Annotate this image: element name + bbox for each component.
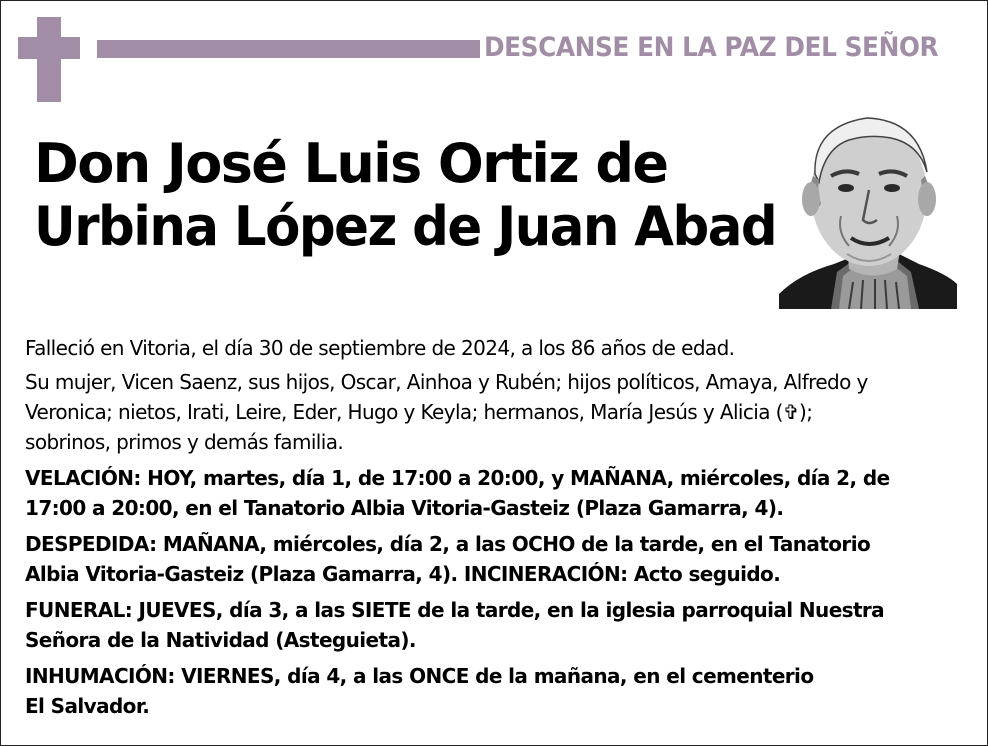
inhumacion-paragraph <box>25 661 960 721</box>
family-line-1: Su mujer, Vicen Saenz, sus hijos, Oscar, Ainhoa y Rubén; hijos políticos, Amaya, Alfredo y <box>25 370 868 394</box>
deceased-name <box>34 132 777 258</box>
velacion-line-2: 17:00 a 20:00, en el Tanatorio Albia Vitoria-Gasteiz (Plaza Gamarra, 4). <box>25 496 784 520</box>
despedida-line-2: Albia Vitoria-Gasteiz (Plaza Gamarra, 4). INCINERACIÓN: Acto seguido. <box>25 562 781 586</box>
funeral-line-2: Señora de la Natividad (Asteguieta). <box>25 628 416 652</box>
family-line-2 <box>25 397 960 427</box>
deceased-portrait-photo <box>779 104 957 309</box>
death-announcement <box>25 333 960 363</box>
header-title: DESCANSE EN LA PAZ DEL SEÑOR <box>484 32 939 63</box>
family-paragraph <box>25 367 960 457</box>
deceased-cross-icon: ✞ <box>782 400 800 424</box>
deceased-name-line-2: Urbina López de Juan Abad <box>34 195 777 258</box>
inhumacion-line-2: El Salvador. <box>25 694 150 718</box>
obituary-body <box>25 333 960 727</box>
velacion-line-1: VELACIÓN: HOY, martes, día 1, de 17:00 a 20:00, y MAÑANA, miércoles, día 2, de <box>25 466 890 490</box>
cross-icon-vertical <box>37 17 61 102</box>
funeral-line-1: FUNERAL: JUEVES, día 3, a las SIETE de la tarde, en la iglesia parroquial Nuestra <box>25 598 885 622</box>
death-text: Falleció en Vitoria, el día 30 de septiembre de 2024, a los 86 años de edad. <box>25 336 735 360</box>
portrait-illustration <box>779 104 957 309</box>
deceased-name-line-1: Don José Luis Ortiz de <box>34 132 668 195</box>
despedida-line-1: DESPEDIDA: MAÑANA, miércoles, día 2, a las OCHO de la tarde, en el Tanatorio <box>25 532 871 556</box>
funeral-paragraph <box>25 595 960 655</box>
despedida-paragraph <box>25 529 960 589</box>
velacion-paragraph <box>25 463 960 523</box>
cross-icon-horizontal <box>18 37 80 59</box>
family-line-3: sobrinos, primos y demás familia. <box>25 430 344 454</box>
inhumacion-line-1: INHUMACIÓN: VIERNES, día 4, a las ONCE de la mañana, en el cementerio <box>25 664 814 688</box>
family-line-2-text: Veronica; nietos, Irati, Leire, Eder, Hugo y Keyla; hermanos, María Jesús y Alicia ( <box>25 400 783 424</box>
header-divider-bar <box>97 40 480 58</box>
family-line-2-end: ); <box>799 400 813 424</box>
